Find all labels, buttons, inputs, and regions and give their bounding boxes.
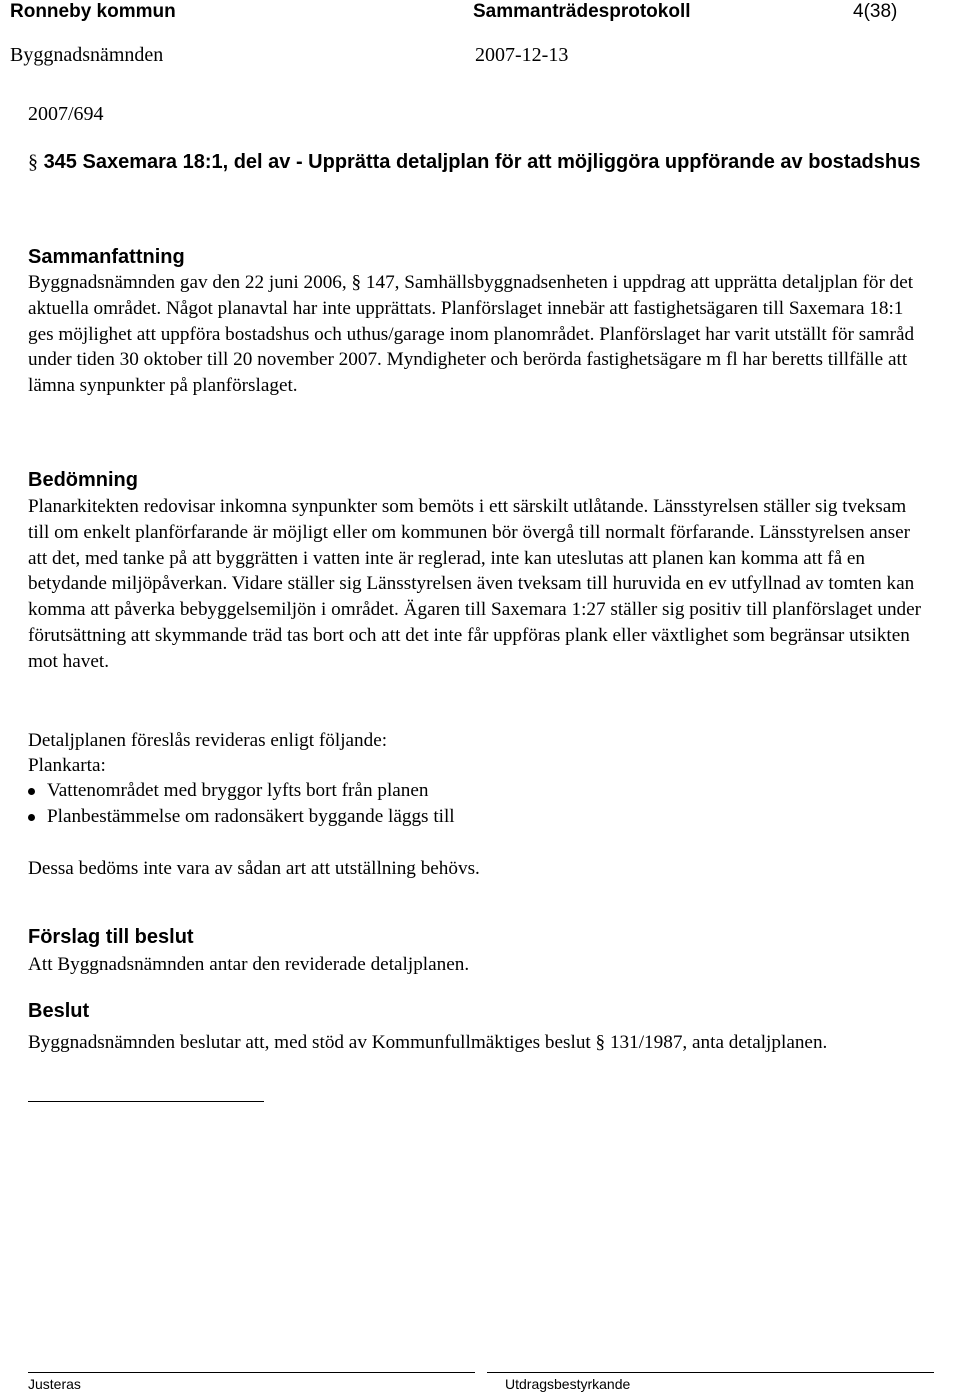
assessment-conclusion: Dessa bedöms inte vara av sådan art att utställning behövs.	[28, 858, 480, 879]
case-number: 2007/694	[28, 103, 104, 125]
revision-list	[28, 778, 928, 830]
decision-text-part1: Byggnadsnämnden beslutar att, med stöd av Kommunfullmäktiges beslut	[28, 1032, 591, 1053]
assessment-heading: Bedömning	[28, 469, 138, 491]
footer-line-left	[28, 1372, 475, 1373]
footer-line-right	[487, 1372, 934, 1373]
list-item: Planbestämmelse om radonsäkert byggande läggs till	[28, 804, 928, 830]
proposal-heading: Förslag till beslut	[28, 926, 194, 948]
decision-text-part2: 131/1987, anta detaljplanen.	[609, 1032, 828, 1053]
plan-map-label: Plankarta:	[28, 755, 106, 776]
summary-text-part1: Byggnadsnämnden gav den 22 juni 2006,	[28, 272, 347, 293]
case-title	[28, 149, 928, 175]
summary-heading: Sammanfattning	[28, 246, 185, 268]
summary-text-part2: 147, Samhällsbyggnadsenheten i uppdrag att upprätta detaljplan för det aktuella området. Något planavtal har inte upprättats. Planförslaget innebär att fastighetsägaren till Saxemara 18:1 ges möjlighet att uppföra bostadshus och uthus/garage inom planområdet. Planförslaget har varit utställt för samråd under tiden 30 oktober till 20 november 2007. Myndigheter och berörda fastighetsägare m fl har beretts tillfälle att lämna synpunkter på planförslaget.	[28, 272, 915, 397]
document-type: Sammanträdesprotokoll	[473, 1, 691, 22]
meeting-date: 2007-12-13	[475, 44, 569, 66]
summary-text	[28, 270, 928, 399]
revision-intro: Detaljplanen föreslås revideras enligt följande:	[28, 730, 388, 751]
assessment-text: Planarkitekten redovisar inkomna synpunkter som bemöts i ett särskilt utlåtande. Länsstyrelsen ställer sig tveksam till om enkelt planförfarande är möjligt eller om kommunen bör övergå till normalt förfarande. Länsstyrelsen anser att det, med tanke på att byggrätten i vatten inte är reglerad, inte kan uteslutas att planen kan komma att få en betydande miljöpåverkan. Vidare ställer sig Länsstyrelsen även tveksam till huruvida en ev utfyllnad av tomten kan komma att påverka bebyggelsemiljön i området. Ägaren till Saxemara 1:27 ställer sig positiv till planförslaget under förutsättning att skymmande träd tas bort och att det inte får uppföras plank eller växtlighet som begränsar utsikten mot havet.	[28, 496, 922, 672]
separator-line	[28, 1101, 264, 1102]
case-title-text: 345 Saxemara 18:1, del av - Upprätta detaljplan för att möjliggöra uppförande av bostadshus	[43, 151, 921, 173]
bullet-icon	[28, 814, 35, 821]
footer-utdragsbestyrkande: Utdragsbestyrkande	[505, 1376, 631, 1392]
proposal-text: Att Byggnadsnämnden antar den reviderade detaljplanen.	[28, 954, 470, 975]
section-sign: §	[28, 151, 38, 173]
bullet-icon	[28, 788, 35, 795]
decision-heading: Beslut	[28, 1000, 90, 1022]
board-name: Byggnadsnämnden	[10, 44, 164, 66]
section-sign: §	[595, 1032, 606, 1053]
section-sign: §	[351, 272, 362, 293]
list-item: Vattenområdet med bryggor lyfts bort från planen	[28, 778, 928, 804]
footer-justeras: Justeras	[28, 1376, 81, 1392]
municipality-name: Ronneby kommun	[10, 1, 176, 22]
page-number: 4(38)	[853, 1, 898, 22]
decision-text	[28, 1030, 928, 1056]
